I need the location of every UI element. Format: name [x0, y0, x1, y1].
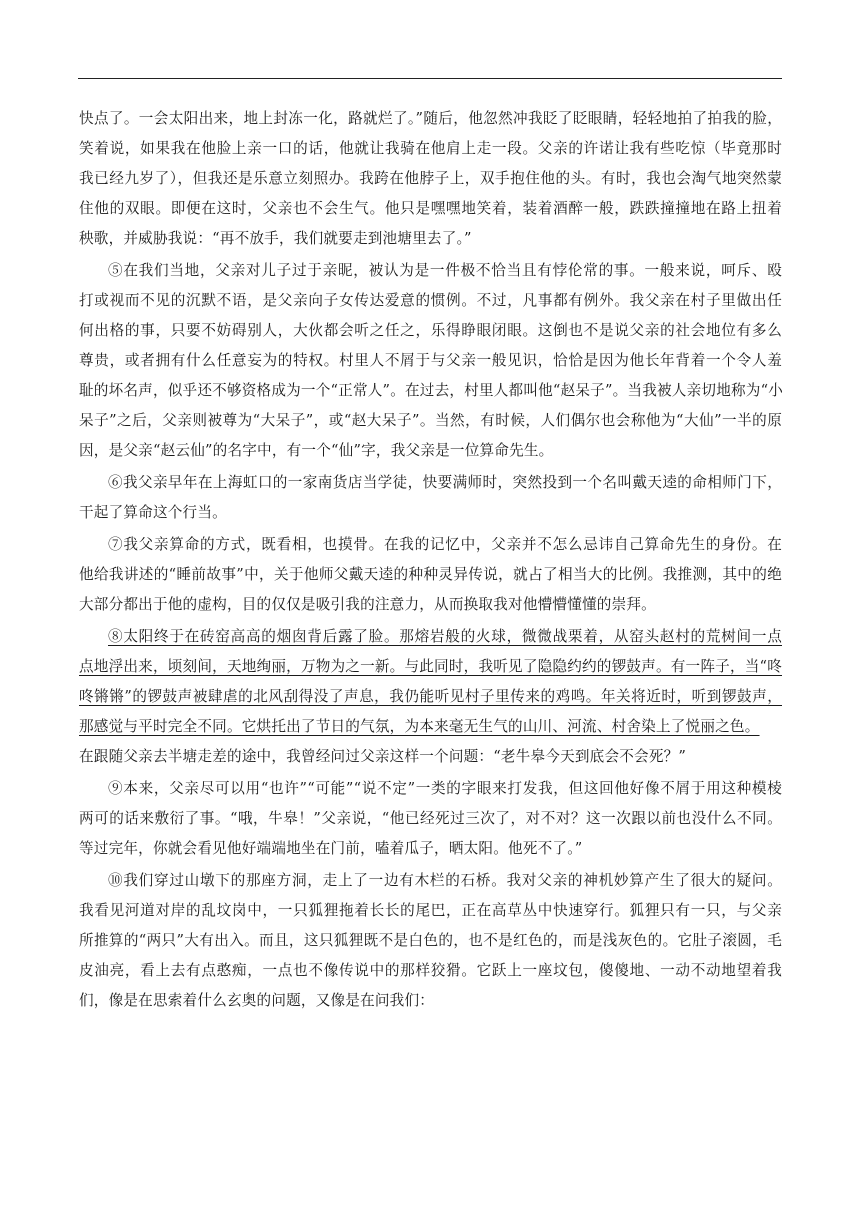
paragraph-9	[79, 774, 782, 864]
text-line: 笑着说，如果我在他脸上亲一口的话，他就让我骑在他肩上走一段。父亲的许诺让我有些吃惊（毕竟那时	[79, 140, 782, 157]
paragraph-7	[79, 530, 782, 620]
text-line: 打或视而不见的沉默不语，是父亲向子女传达爱意的惯例。不过，凡事都有例外。我父亲在村子里做出任	[79, 292, 782, 309]
underlined-sentence: ⑧太阳终于在砖窑高高的烟囱背后露了脸。那熔岩般的火球，微微战栗着，从窑头赵村的荒树间一点	[108, 628, 782, 645]
text-line: 住他的双眼。即便在这时，父亲也不会生气。他只是嘿嘿地笑着，装着酒醉一般，跌跌撞撞地在路上扭着	[79, 200, 782, 217]
text-line: 尊贵，或者拥有什么任意妄为的特权。村里人不屑于与父亲一般见识，恰恰是因为他长年背着一个令人羞	[79, 352, 782, 369]
text-line: 在跟随父亲去半塘走差的途中，我曾经问过父亲这样一个问题：“老牛皋今天到底会不会死？”	[79, 748, 687, 765]
underlined-sentence: 点地浮出来，顷刻间，天地绚丽，万物为之一新。与此同时，我听见了隐隐约约的锣鼓声。有一阵子，当“咚	[79, 658, 782, 675]
text-line: 所推算的“两只”大有出入。而且，这只狐狸既不是白色的，也不是红色的，而是浅灰色的。它肚子滚圆，毛	[79, 932, 782, 949]
text-line: 我已经九岁了），但我还是乐意立刻照办。我跨在他脖子上，双手抱住他的头。有时，我也会淘气地突然蒙	[79, 170, 782, 187]
paragraph-10	[79, 866, 782, 1016]
text-line: 皮油亮，看上去有点憨痴，一点也不像传说中的那样狡猾。它跃上一座坟包，傻傻地、一动不动地望着我	[79, 962, 782, 979]
header-rule	[78, 78, 782, 79]
text-line: 何出格的事，只要不妨碍别人，大伙都会听之任之，乐得睁眼闭眼。这倒也不是说父亲的社会地位有多么	[79, 322, 782, 339]
text-line: 大部分都出于他的虚构，目的仅仅是吸引我的注意力，从而换取我对他懵懵懂懂的崇拜。	[79, 596, 656, 613]
article-body	[79, 104, 782, 1016]
underlined-text-line	[79, 712, 782, 742]
text-line: 我看见河道对岸的乱坟岗中，一只狐狸拖着长长的尾巴，正在高草丛中快速穿行。狐狸只有一只，与父亲	[79, 902, 782, 919]
text-line: 呆子”之后，父亲则被尊为“大呆子”，或“赵大呆子”。当然，有时候，人们偶尔也会称他为“大仙”一半的原	[79, 412, 782, 429]
paragraph-4-continuation	[79, 104, 782, 254]
text-line: ⑦我父亲算命的方式，既看相，也摸骨。在我的记忆中，父亲并不怎么忌讳自己算命先生的身份。在	[108, 536, 782, 553]
paragraph-8	[79, 622, 782, 772]
text-line: ⑨本来，父亲尽可以用“也许”“可能”“说不定”一类的字眼来打发我，但这回他好像不屑于用这种模棱	[108, 780, 782, 797]
text-line: 们，像是在思索着什么玄奥的问题，又像是在问我们：	[79, 992, 435, 1009]
underlined-sentence: 咚锵锵”的锣鼓声被肆虐的北风刮得没了声息，我仍能听见村子里传来的鸡鸣。年关将近时，听到锣鼓声，	[79, 688, 782, 705]
paragraph-6	[79, 468, 782, 528]
text-line: 他给我讲述的“睡前故事”中，关于他师父戴天逵的种种灵异传说，就占了相当大的比例。我推测，其中的绝	[79, 566, 782, 583]
text-line: ⑤在我们当地，父亲对儿子过于亲昵，被认为是一件极不恰当且有悖伦常的事。一般来说，呵斥、殴	[108, 262, 782, 279]
paragraph-5	[79, 256, 782, 466]
text-line: 快点了。一会太阳出来，地上封冻一化，路就烂了。”随后，他忽然冲我眨了眨眼睛，轻轻地拍了拍我的脸，	[79, 110, 782, 127]
underlined-text-line	[79, 682, 782, 712]
text-line: 耻的坏名声，似乎还不够资格成为一个“正常人”。在过去，村里人都叫他“赵呆子”。当我被人亲切地称为“小	[79, 382, 784, 399]
text-line: 两可的话来敷衍了事。“哦，牛皋！”父亲说，“他已经死过三次了，对不对？这一次跟以前也没什么不同。	[79, 810, 782, 827]
text-line: ⑩我们穿过山墩下的那座方洞，走上了一边有木栏的石桥。我对父亲的神机妙算产生了很大的疑问。	[108, 872, 782, 889]
underlined-sentence: 那感觉与平时完全不同。它烘托出了节日的气氛，为本来毫无生气的山川、河流、村舍染上了悦丽之色。	[79, 718, 760, 735]
text-line: 干起了算命这个行当。	[79, 504, 227, 521]
text-line: 等过完年，你就会看见他好端端地坐在门前，嗑着瓜子，晒太阳。他死不了。”	[79, 840, 583, 857]
text-line: 因，是父亲“赵云仙”的名字中，有一个“仙”字，我父亲是一位算命先生。	[79, 442, 554, 459]
underlined-text-line	[79, 622, 782, 652]
text-line: 秧歌，并威胁我说：“再不放手，我们就要走到池塘里去了。”	[79, 230, 472, 247]
underlined-text-line	[79, 652, 782, 682]
text-line: ⑥我父亲早年在上海虹口的一家南货店当学徒，快要满师时，突然投到一个名叫戴天逵的命相师门下，	[108, 474, 782, 491]
